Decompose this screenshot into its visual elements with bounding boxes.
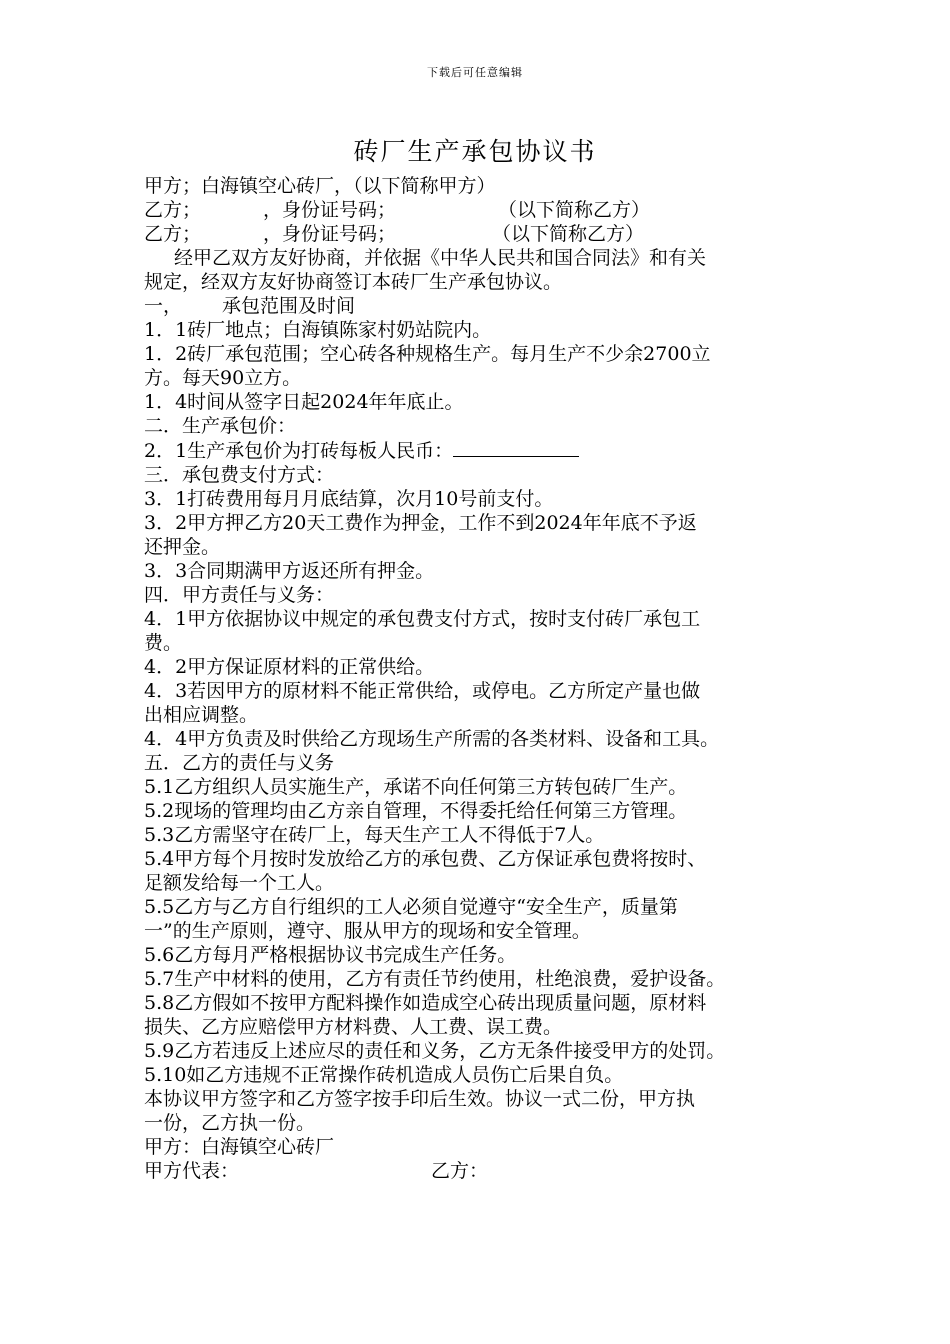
section-4-heading: 四．甲方责任与义务： xyxy=(144,584,335,606)
section-3-heading: 三．承包费支付方式： xyxy=(144,464,335,486)
clause-5-10: 5.10如乙方违规不正常操作砖机造成人员伤亡后果自负。 xyxy=(144,1064,624,1086)
clause-2-1 xyxy=(144,438,814,463)
party-b-label: 乙方； xyxy=(144,223,202,245)
clause-1-2-cont: 方。每天90立方。 xyxy=(144,367,302,389)
id-number-label: ，身份证号码； xyxy=(263,199,397,221)
party-a-line: 甲方；白海镇空心砖厂，（以下简称甲方） xyxy=(144,175,496,197)
clause-4-3-cont: 出相应调整。 xyxy=(144,704,259,726)
clause-5-8-cont: 损失、乙方应赔偿甲方材料费、人工费、误工费。 xyxy=(144,1016,563,1038)
party-b-line-1 xyxy=(144,198,814,222)
signature-representatives xyxy=(144,1159,814,1183)
document-body xyxy=(144,174,814,1183)
clause-1-2: 1．2砖厂承包范围；空心砖各种规格生产。每月生产不少余2700立 xyxy=(144,343,711,365)
effectiveness-clause-cont: 一份，乙方执一份。 xyxy=(144,1112,316,1134)
clause-5-9: 5.9乙方若违反上述应尽的责任和义务，乙方无条件接受甲方的处罚。 xyxy=(144,1040,726,1062)
party-b-label: 乙方； xyxy=(144,199,202,221)
clause-4-2: 4．2甲方保证原材料的正常供给。 xyxy=(144,656,435,678)
clause-1-1: 1．1砖厂地点；白海镇陈家村奶站院内。 xyxy=(144,319,492,341)
page-header: 下载后可任意编辑 xyxy=(427,66,523,79)
clause-text: 2．1生产承包价为打砖每板人民币： xyxy=(144,440,454,462)
party-b-signature-label: 乙方： xyxy=(431,1160,489,1182)
clause-4-4: 4．4甲方负责及时供给乙方现场生产所需的各类材料、设备和工具。 xyxy=(144,728,720,750)
clause-5-8: 5.8乙方假如不按甲方配料操作如造成空心砖出现质量问题，原材料 xyxy=(144,992,707,1014)
clause-5-2: 5.2现场的管理均由乙方亲自管理，不得委托给任何第三方管理。 xyxy=(144,800,688,822)
clause-5-5-cont: 一”的生产原则，遵守、服从甲方的现场和安全管理。 xyxy=(144,920,591,942)
alias-text: （以下简称乙方） xyxy=(492,223,645,245)
clause-3-2: 3．2甲方押乙方20天工费作为押金，工作不到2024年年底不予返 xyxy=(144,512,697,534)
clause-5-3: 5.3乙方需坚守在砖厂上，每天生产工人不得低于7人。 xyxy=(144,824,605,846)
clause-5-6: 5.6乙方每月严格根据协议书完成生产任务。 xyxy=(144,944,517,966)
clause-1-4: 1．4时间从签字日起2024年年底止。 xyxy=(144,391,464,413)
clause-3-2-cont: 还押金。 xyxy=(144,536,221,558)
document-title: 砖厂生产承包协议书 xyxy=(353,137,597,166)
clause-4-3: 4．3若因甲方的原材料不能正常供给，或停电。乙方所定产量也做 xyxy=(144,680,701,702)
intro-line-2: 规定，经双方友好协商签订本砖厂生产承包协议。 xyxy=(144,271,563,293)
alias-text: （以下简称乙方） xyxy=(498,199,651,221)
clause-5-1: 5.1乙方组织人员实施生产，承诺不向任何第三方转包砖厂生产。 xyxy=(144,776,688,798)
price-blank-field xyxy=(453,438,579,457)
clause-4-1-cont: 费。 xyxy=(144,632,183,654)
section-2-heading: 二．生产承包价： xyxy=(144,415,297,437)
clause-5-4-cont: 足额发给每一个工人。 xyxy=(144,872,335,894)
intro-text: 经甲乙双方友好协商，并依据《中华人民共和国合同法》和有关 xyxy=(174,247,707,269)
section-title: 承包范围及时间 xyxy=(222,295,356,317)
party-a-representative-label: 甲方代表： xyxy=(144,1160,240,1182)
clause-5-7: 5.7生产中材料的使用，乙方有责任节约使用，杜绝浪费，爱护设备。 xyxy=(144,968,726,990)
signature-party-a: 甲方：白海镇空心砖厂 xyxy=(144,1136,335,1158)
id-number-label: ，身份证号码； xyxy=(263,223,397,245)
section-1-heading xyxy=(144,294,814,318)
effectiveness-clause: 本协议甲方签字和乙方签字按手印后生效。协议一式二份，甲方执 xyxy=(144,1088,696,1110)
section-5-heading: 五．乙方的责任与义务 xyxy=(144,752,335,774)
clause-3-1: 3．1打砖费用每月月底结算，次月10号前支付。 xyxy=(144,488,554,510)
party-b-line-2 xyxy=(144,222,814,246)
clause-5-5: 5.5乙方与乙方自行组织的工人必须自觉遵守“安全生产，质量第 xyxy=(144,896,678,918)
section-number: 一， xyxy=(144,295,183,317)
clause-3-3: 3．3合同期满甲方返还所有押金。 xyxy=(144,560,435,582)
intro-line-1 xyxy=(144,246,814,270)
clause-4-1: 4．1甲方依据协议中规定的承包费支付方式，按时支付砖厂承包工 xyxy=(144,608,701,630)
clause-5-4: 5.4甲方每个月按时发放给乙方的承包费、乙方保证承包费将按时、 xyxy=(144,848,707,870)
